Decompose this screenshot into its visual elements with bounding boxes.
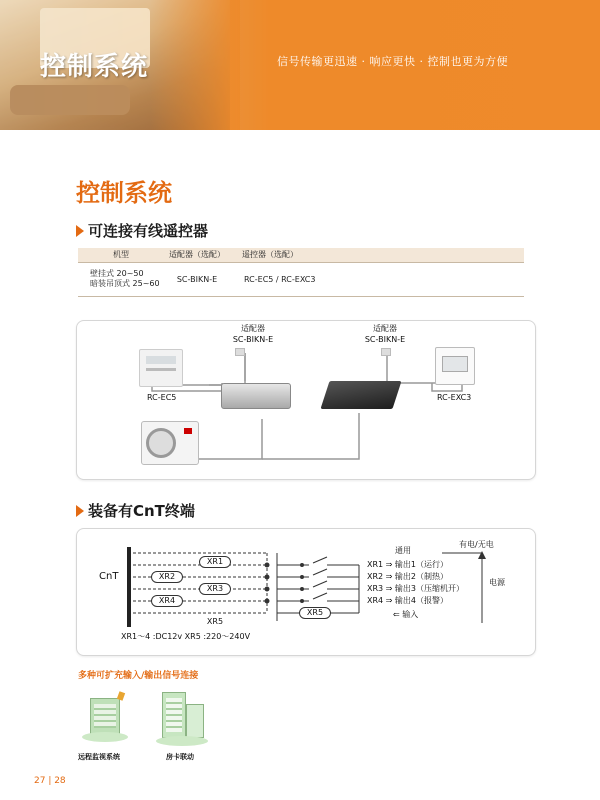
output-4: XR4 ⇒ 输出4（报警）	[367, 596, 449, 605]
section-heading-remote: 可连接有线遥控器	[76, 220, 208, 241]
building-remote-monitoring-icon	[82, 692, 128, 744]
ducted-unit-icon	[320, 381, 401, 409]
remote-right-label: RC-EXC3	[437, 393, 472, 402]
banner-subtitle: 信号传输更迅速 · 响应更快 · 控制也更为方便	[277, 55, 508, 68]
adapter-left-label: 适配器	[241, 324, 265, 333]
relay-xr5-label: XR5	[206, 617, 224, 626]
header-banner	[0, 0, 600, 130]
table-header: 适配器（选配）	[164, 248, 230, 262]
outdoor-unit-icon	[141, 421, 199, 465]
table-cell-adapter: SC-BIKN-E	[164, 262, 230, 296]
cnt-label: CnT	[99, 571, 119, 582]
adapter-box-icon	[235, 348, 245, 356]
building-keycard-icon	[156, 688, 208, 746]
adapter-right-model: SC-BIKN-E	[364, 335, 406, 344]
section-heading-cnt: 装备有CnT终端	[76, 500, 195, 521]
relay-xr4: XR4	[151, 595, 183, 607]
power-state-label: 有电/无电	[459, 540, 494, 549]
triangle-bullet-icon	[76, 225, 84, 237]
banner-title: 控制系统	[40, 52, 149, 82]
adapter-right-label: 适配器	[373, 324, 397, 333]
relay-xr3: XR3	[199, 583, 231, 595]
general-label: 通用	[395, 546, 411, 555]
page-title: 控制系统	[76, 179, 172, 207]
output-2: XR2 ⇒ 输出2（制热）	[367, 572, 449, 581]
relay-xr2: XR2	[151, 571, 183, 583]
table-header-row	[78, 248, 524, 262]
table-cell-remote: RC-EC5 / RC-EXC3	[230, 262, 524, 296]
page-number: 27 | 28	[34, 776, 66, 786]
input-label: ⇐ 输入	[393, 610, 419, 619]
relay-xr5: XR5	[299, 607, 331, 619]
wired-remote-rc-exc3-icon	[435, 347, 475, 385]
table-header: 遥控器（选配）	[230, 248, 524, 262]
table-header: 机型	[78, 248, 164, 262]
adapter-box-icon	[381, 348, 391, 356]
output-3: XR3 ⇒ 输出3（压缩机开）	[367, 584, 465, 593]
caption-keycard: 房卡联动	[166, 753, 194, 761]
cnt-terminal-diagram	[76, 528, 536, 656]
relay-spec: XR1～4 :DC12v XR5 :220～240V	[121, 632, 251, 641]
adapter-left-model: SC-BIKN-E	[232, 335, 274, 344]
extension-heading: 多种可扩充输入/输出信号连接	[78, 671, 199, 681]
output-1: XR1 ⇒ 输出1（运行）	[367, 560, 449, 569]
model-table	[78, 248, 524, 297]
caption-remote-monitoring: 远程监视系统	[78, 753, 120, 761]
remote-left-label: RC-EC5	[147, 393, 177, 402]
table-row	[78, 262, 524, 296]
wall-mounted-unit-icon	[221, 383, 291, 409]
relay-xr1: XR1	[199, 556, 231, 568]
wired-remote-rc-ec5-icon	[139, 349, 183, 387]
power-label: 电源	[489, 578, 505, 587]
triangle-bullet-icon	[76, 505, 84, 517]
connection-diagram	[76, 320, 536, 480]
table-cell-model: 壁挂式 20~50 暗装吊顶式 25~60	[78, 262, 164, 296]
